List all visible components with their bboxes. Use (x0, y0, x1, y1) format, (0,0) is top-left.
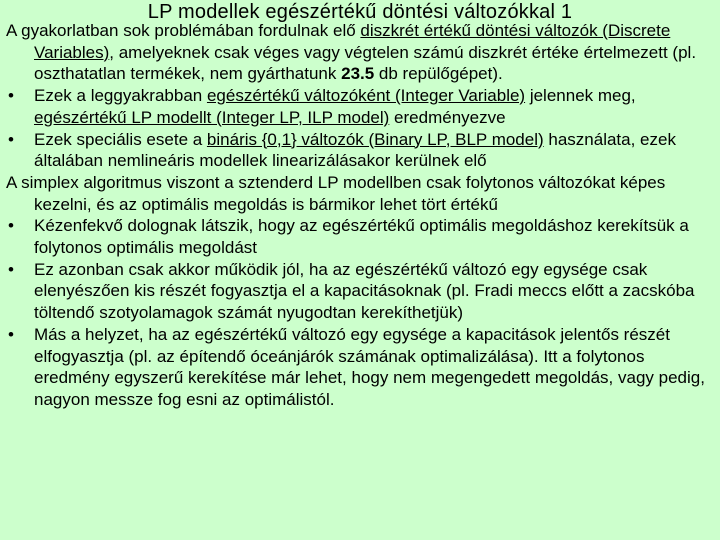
b2-pre: Ezek speciális esete a (34, 129, 207, 149)
p2-text: A simplex algoritmus viszont a sztenderd LP modellben csak folytonos változókat képes kezelni, és az optimális megoldás is bármikor lehet tört értékű (6, 172, 666, 214)
b1-term: egészértékű változóként (Integer Variable) (206, 86, 526, 106)
paragraph-discrete-variables (6, 20, 714, 85)
b1-pre: Ezek a leggyakrabban (34, 86, 207, 106)
bullet-rounding (6, 215, 714, 258)
b1-term2: egészértékű LP modellt (Integer LP, ILP model) (34, 107, 390, 127)
bullet-icon: • (8, 129, 14, 149)
bullet-icon: • (8, 216, 14, 236)
bullet-integer-variable (6, 85, 714, 128)
slide-body (6, 20, 714, 411)
b1-mid: jelennek meg, (525, 86, 636, 106)
bullet-rounding-fails (6, 324, 714, 411)
p1-post: db repülőgépet). (374, 64, 503, 84)
b2-term: bináris {0,1} változók (Binary LP, BLP model) (206, 129, 544, 149)
b5-text: Más a helyzet, ha az egészértékű változó egy egysége a kapacitások jelentős részét elfogyasztja (pl. az építendő óceánjárók számának optimalizálása). Itt a folytonos eredmény egyszerű kerekítése már lehet, hogy nem megengedett megoldás, vagy pedig, nagyon messze fog esni az optimálistól. (34, 324, 705, 409)
b2-post: használata, ezek általában nemlineáris modellek linearizálásakor kerülnek elő (34, 129, 676, 171)
b1-post: eredményezve (389, 107, 506, 127)
b3-text: Kézenfekvő dolognak látszik, hogy az egészértékű optimális megoldáshoz kerekítsük a folytonos optimális megoldást (34, 216, 689, 258)
p1-pre: A gyakorlatban sok problémában fordulnak elő (6, 21, 361, 40)
p1-bold-number: 23.5 (341, 64, 375, 84)
bullet-rounding-works (6, 259, 714, 324)
p1-mid: , amelyeknek csak véges vagy végtelen számú diszkrét értéke értelmezett (pl. oszthatatlan termékek, nem gyárthatunk (34, 42, 697, 84)
bullet-icon: • (8, 86, 14, 106)
p1-term: diszkrét értékű döntési változók (Discrete Variables) (34, 21, 671, 62)
b4-text: Ez azonban csak akkor működik jól, ha az egészértékű változó egy egysége csak elenyészően kis részét fogyasztja el a kapacitásoknak (pl. Fradi meccs előtt a zacskóba töltendő szotyolamagok számát nyugodtan kerekíthetjük) (34, 259, 695, 323)
paragraph-simplex (6, 172, 714, 215)
bullet-icon: • (8, 324, 14, 344)
bullet-binary-variable (6, 129, 714, 172)
bullet-icon: • (8, 259, 14, 279)
slide-title: LP modellek egészértékű döntési változókkal 1 (147, 1, 573, 23)
